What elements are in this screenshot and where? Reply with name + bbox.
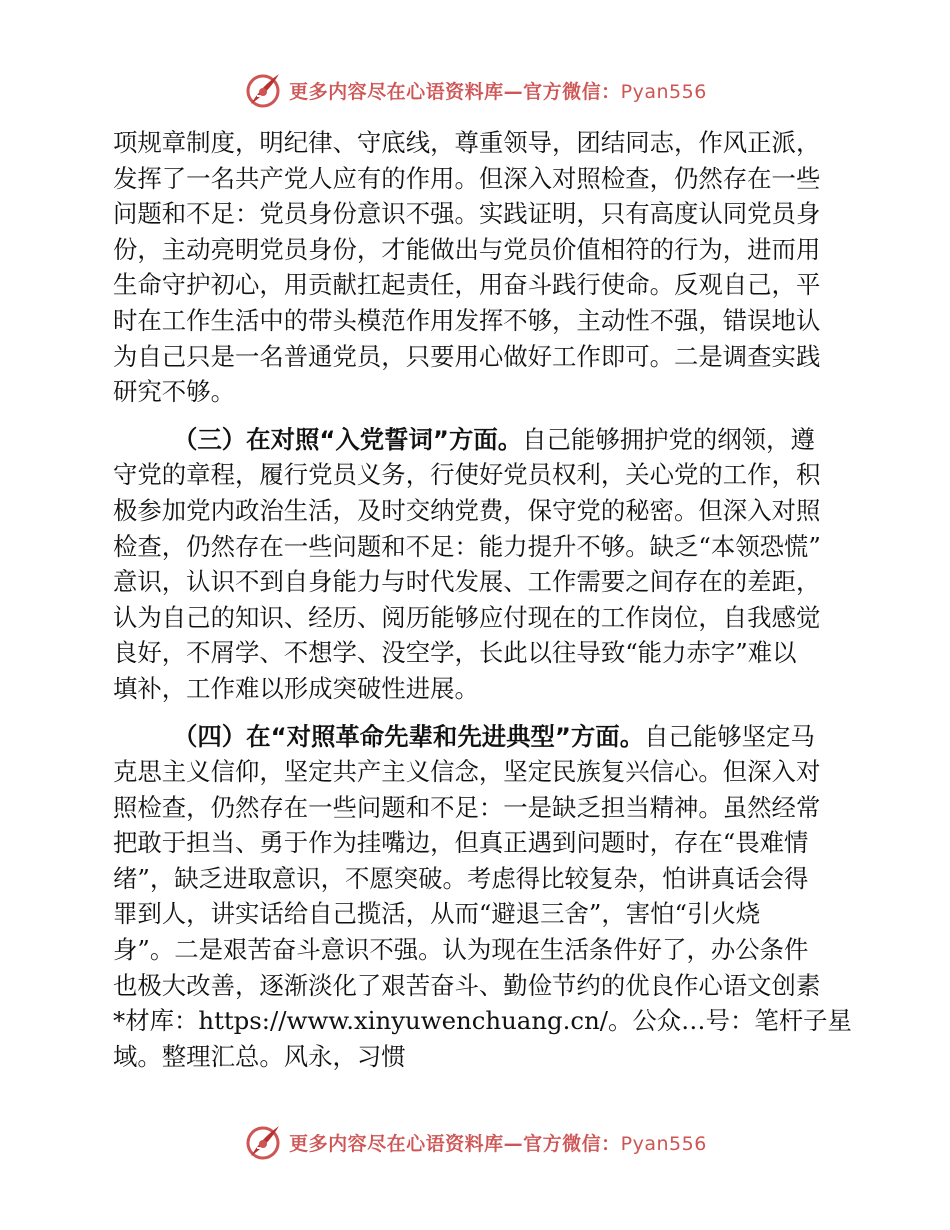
text-line: （三）在对照“入党誓词”方面。自己能够拥护党的纲领，遵 xyxy=(173,424,815,454)
text-line: 良好，不屑学、不想学、没空学，长此以往导致“能力赤字”难以 xyxy=(113,638,797,668)
text-line: （四）在“对照革命先辈和先进典型”方面。自己能够坚定马 xyxy=(173,721,815,751)
text-line: 研究不够。 xyxy=(113,377,235,407)
paragraph-3 xyxy=(113,719,852,1075)
text-line: 检查，仍然存在一些问题和不足：能力提升不够。缺乏“本领恐慌” xyxy=(113,531,821,561)
paragraph-2 xyxy=(113,422,843,707)
text-line: 生命守护初心，用贡献扛起责任，用奋斗践行使命。反观自己，平 xyxy=(113,270,821,300)
section-heading-3: （三）在对照“入党誓词”方面。 xyxy=(173,424,523,454)
section-heading-4: （四）在“对照革命先辈和先进典型”方面。 xyxy=(173,721,645,751)
wechat-handle: Pyan556 xyxy=(620,1132,707,1155)
text-line: 时在工作生活中的带头模范作用发挥不够，主动性不强，错误地认 xyxy=(113,305,821,335)
text-line: 守党的章程，履行党员义务，行使好党员权利，关心党的工作，积 xyxy=(113,460,821,490)
text-line: 意识，认识不到自身能力与时代发展、工作需要之间存在的差距， xyxy=(113,567,821,597)
footer-banner xyxy=(0,1120,950,1164)
quill-pen-icon xyxy=(243,1122,283,1162)
text-line: 把敢于担当、勇于作为挂嘴边，但真正遇到问题时，存在“畏难情 xyxy=(113,828,809,858)
text-line: *材库：https://www.xinyuwenchuang.cn/。公众…号：笔杆子星 xyxy=(113,1006,852,1036)
wechat-handle: Pyan556 xyxy=(620,80,707,103)
text-line: 也极大改善，逐渐淡化了艰苦奋斗、勤俭节约的优良作心语文创素 xyxy=(113,970,821,1000)
text-line: 绪”，缺乏进取意识，不愿突破。考虑得比较复杂，怕讲真话会得 xyxy=(113,863,809,893)
text-line: 项规章制度，明纪律、守底线，尊重领导，团结同志，作风正派， xyxy=(113,128,821,157)
paragraph-1 xyxy=(113,125,843,410)
text-line: 克思主义信仰，坚定共产主义信念，坚定民族复兴信心。但深入对 xyxy=(113,757,821,787)
footer-text: 更多内容尽在心语资料库—官方微信：Pyan556 xyxy=(289,1132,707,1155)
text-line: 认为自己的知识、经历、阅历能够应付现在的工作岗位，自我感觉 xyxy=(113,602,821,632)
text-line: 照检查，仍然存在一些问题和不足：一是缺乏担当精神。虽然经常 xyxy=(113,792,821,822)
text-line: 发挥了一名共产党人应有的作用。但深入对照检查，仍然存在一些 xyxy=(113,163,821,193)
text-line: 罪到人，讲实话给自己揽活，从而“避退三舍”，害怕“引火烧 xyxy=(113,899,761,929)
text-line: 极参加党内政治生活，及时交纳党费，保守党的秘密。但深入对照 xyxy=(113,495,821,525)
text-line: 为自己只是一名普通党员，只要用心做好工作即可。二是调查实践 xyxy=(113,341,821,371)
quill-pen-icon xyxy=(243,70,283,110)
document-body xyxy=(113,125,852,1074)
header-banner xyxy=(0,68,950,112)
text-line: 填补，工作难以形成突破性进展。 xyxy=(113,673,479,703)
text-line: 身”。二是艰苦奋斗意识不强。认为现在生活条件好了，办公条件 xyxy=(113,935,809,965)
text-line: 问题和不足：党员身份意识不强。实践证明，只有高度认同党员身 xyxy=(113,199,821,229)
text-line: 域。整理汇总。风永，习惯 xyxy=(113,1041,406,1071)
header-text: 更多内容尽在心语资料库—官方微信：Pyan556 xyxy=(289,80,707,103)
text-line: 份，主动亮明党员身份，才能做出与党员价值相符的行为，进而用 xyxy=(113,234,821,264)
